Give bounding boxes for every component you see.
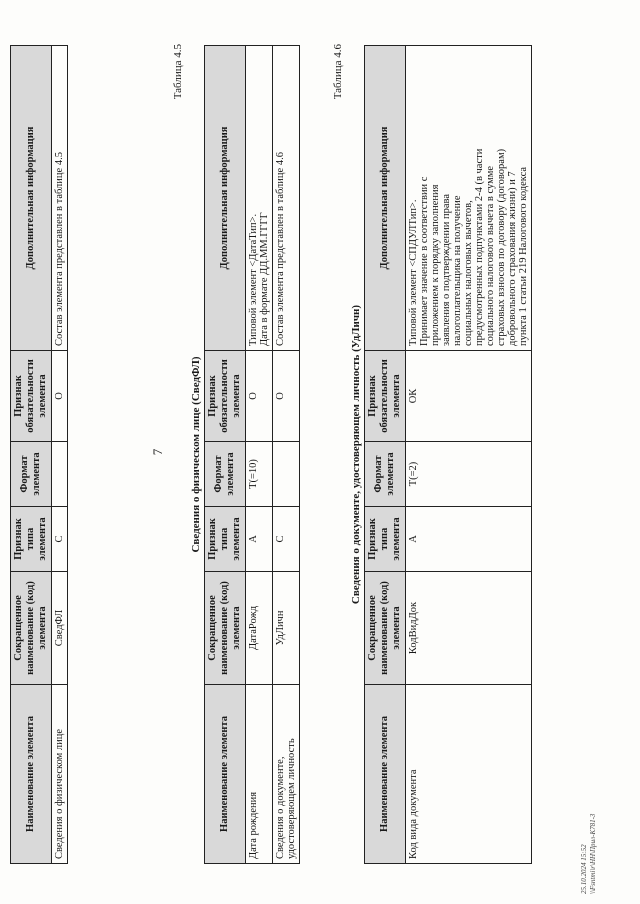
cell-format: T(=2) [406,442,532,507]
header-format: Формат элемента [365,442,406,507]
cell-type: А [406,507,532,572]
header-required: Признак обязательности элемента [11,351,52,442]
footer-timestamp: 25.10.2024 15:52 [580,844,588,894]
cell-type: С [52,507,68,572]
header-format: Формат элемента [11,442,52,507]
header-required: Признак обязательности элемента [365,351,406,442]
info-line: Принимает значение в соответствии с [419,176,431,346]
header-code: Сокращенное наименование (код) элемента [11,572,52,685]
cell-required: О [273,351,300,442]
header-format: Формат элемента [205,442,246,507]
cell-format: T(=10) [246,442,273,507]
cell-info: Состав элемента представлен в таблице 4.5 [52,46,68,351]
info-line: заявления о подтверждении права [441,194,453,346]
header-type: Признак типа элемента [205,507,246,572]
cell-info: Состав элемента представлен в таблице 4.6 [273,46,300,351]
cell-code: КодВидДок [406,572,532,685]
cell-name: Код вида документа [406,685,532,864]
table-header-row [11,46,52,864]
header-name: Наименование элемента [365,685,406,864]
page-number: 7 [150,448,165,456]
header-info: Дополнительная информация [205,46,246,351]
cell-code: УдЛичн [273,572,300,685]
info-line: добровольного страхования жизни) и 7 [507,171,519,346]
header-type: Признак типа элемента [365,507,406,572]
cell-info [246,46,273,351]
table-header-row [205,46,246,864]
info-line: предусмотренных подпунктами 2-4 (в части [474,148,486,346]
table-row [52,46,68,864]
cell-type: А [246,507,273,572]
info-line: налогоплательщика на получение [452,195,464,346]
cell-name: Сведения о физическом лице [52,685,68,864]
cell-code: СведФЛ [52,572,68,685]
info-line: Типовой элемент <СПДУЛТип>. [408,199,420,346]
info-line: приложением к порядку заполнения [430,184,442,346]
header-name: Наименование элемента [11,685,52,864]
cell-name: Дата рождения [246,685,273,864]
header-code: Сокращенное наименование (код) элемента [205,572,246,685]
header-info: Дополнительная информация [365,46,406,351]
table-title: Сведения о документе, удостоверяющем личность (УдЛичн) [350,304,362,605]
header-name: Наименование элемента [205,685,246,864]
table-caption: Таблица 4.6 [332,44,344,100]
header-info: Дополнительная информация [11,46,52,351]
cell-required: ОК [406,351,532,442]
header-required: Признак обязательности элемента [205,351,246,442]
info-line: социального налогового вычета в сумме [485,165,497,346]
table-4-5 [204,45,300,864]
table-4-6 [364,45,532,864]
table-row [273,46,300,864]
cell-required: О [52,351,68,442]
cell-required: О [246,351,273,442]
table-row [246,46,273,864]
cell-name: Сведения о документе, удостоверяющем личность [273,685,300,864]
cell-type: С [273,507,300,572]
info-line: социальных налоговых вычетов, [463,200,475,346]
footer-stamp [580,814,598,894]
header-type: Признак типа элемента [11,507,52,572]
cell-format [273,442,300,507]
info-line: страховых взносов по договору (договорам) [496,148,508,346]
table-row [406,46,532,864]
header-code: Сокращенное наименование (код) элемента [365,572,406,685]
info-line: Дата в формате ДД.ММ.ГГГГ [259,212,271,346]
cell-format [52,442,68,507]
footer-path: \\Fsntmi\r\НН\Прил-К781-3 [589,813,598,894]
info-line: пункта 1 статьи 219 Налогового кодекса [518,166,530,346]
cell-code: ДатаРожд [246,572,273,685]
table-title: Сведения о физическом лице (СведФЛ) [190,356,202,553]
info-line: Типовой элемент <ДатаТип>. [248,213,260,346]
cell-info [406,46,532,351]
table-caption: Таблица 4.5 [172,44,184,100]
table-header-row [365,46,406,864]
table-continuation [10,45,68,864]
